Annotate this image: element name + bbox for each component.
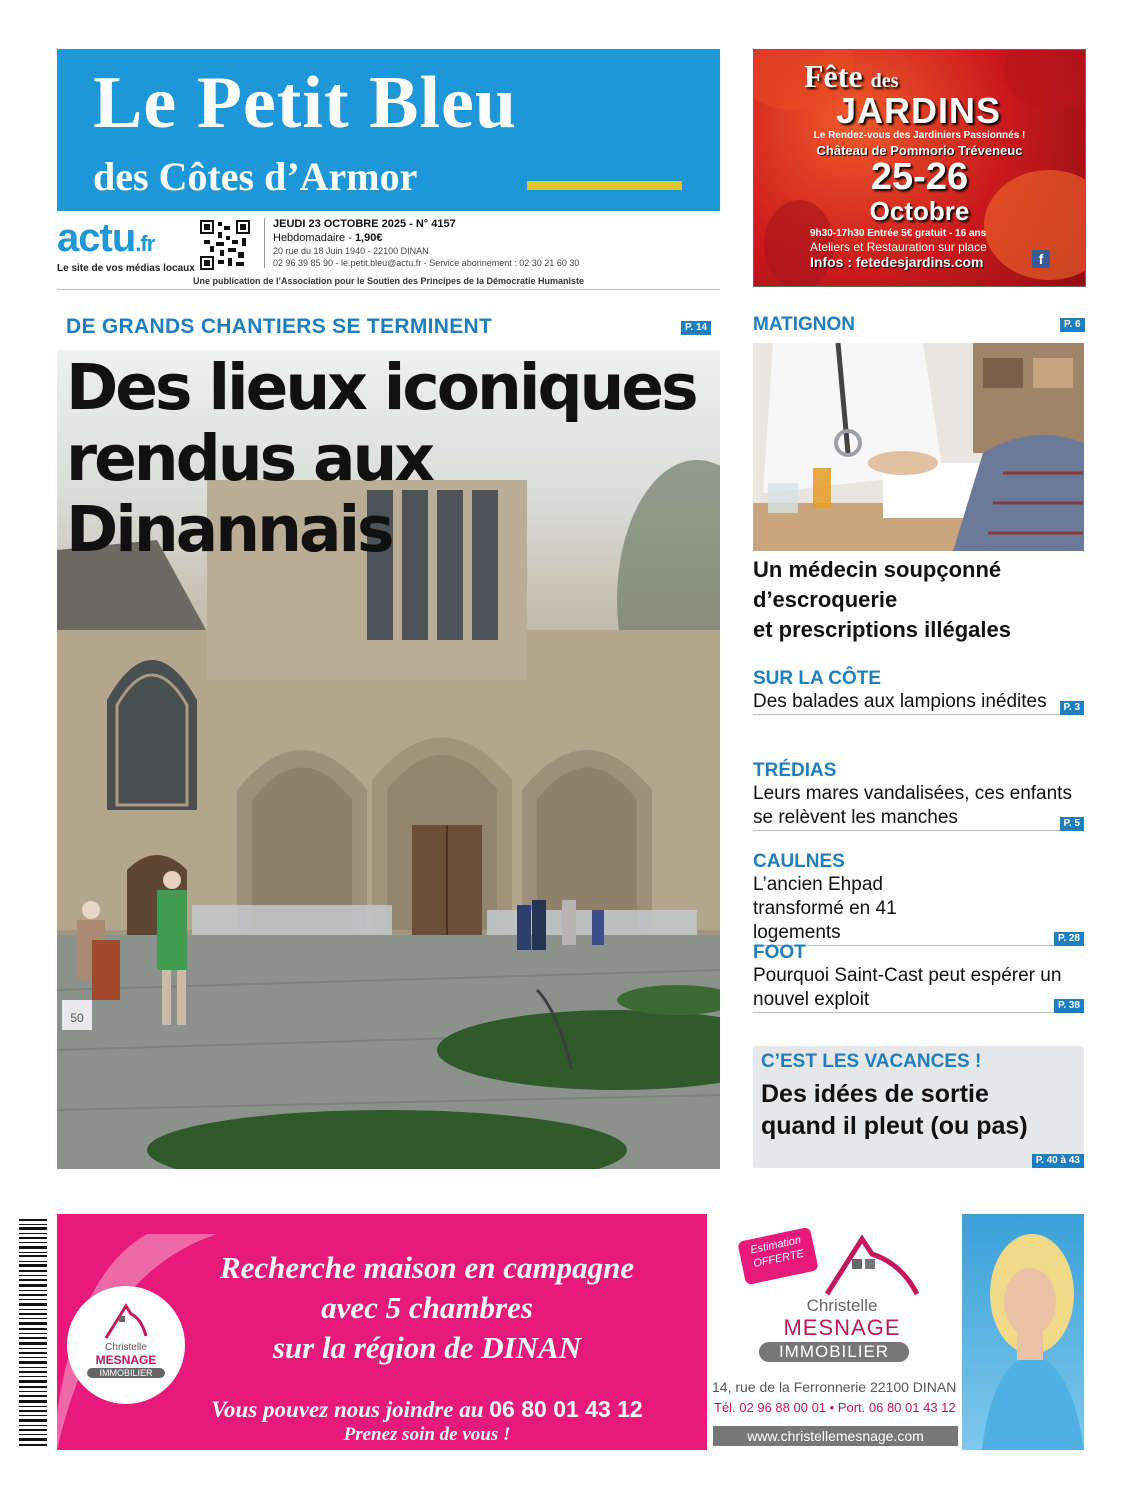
portrait-illustration — [962, 1214, 1084, 1450]
agency-mesnage: MESNAGE — [783, 1315, 901, 1340]
actu-logo-suffix: .fr — [135, 231, 155, 256]
barcode-icon — [17, 1217, 49, 1450]
issue-date: JEUDI 23 OCTOBRE 2025 - N° 4157 — [273, 218, 456, 230]
actu-logo-text: actu — [57, 216, 136, 260]
brief-text: Des balades aux lampions inédites — [753, 691, 1047, 712]
vacances-kicker: C’EST LES VACANCES ! — [761, 1051, 982, 1072]
issue-address: 20 rue du 18 Juin 1940 - 22100 DINAN — [273, 246, 429, 256]
brief-kicker: CAULNES — [753, 851, 845, 872]
brief-item[interactable] — [753, 668, 1084, 715]
lead-headline[interactable] — [66, 352, 716, 565]
ad-care-line: Prenez soin de vous ! — [343, 1424, 511, 1445]
agency-phones[interactable]: Tél. 02 96 88 00 01 • Port. 06 80 01 43 12 — [714, 1400, 956, 1415]
newspaper-title: Le Petit Bleu — [93, 62, 518, 144]
issue-contact: 02 96 39 85 90 - le.petit.bleu@actu.fr - Service abonnement : 02 30 21 60 30 — [273, 258, 580, 268]
frequency-label: Hebdomadaire - — [273, 232, 355, 244]
ad-jardins-location: Château de Pommorio Tréveneuc — [816, 143, 1023, 158]
masthead-accent-bar — [527, 181, 682, 190]
brief-page-badge: P. 28 — [1054, 932, 1084, 946]
agency-name: Christelle — [806, 1296, 878, 1315]
brief-kicker: SUR LA CÔTE — [753, 668, 882, 689]
brief-text: Pourquoi Saint-Cast peut espérer un nouvel exploit — [753, 965, 1062, 1010]
lead-headline-line1: Des lieux iconiques — [66, 351, 696, 424]
ad-phone[interactable]: 06 80 01 43 12 — [489, 1396, 643, 1422]
brief-item[interactable] — [753, 851, 1084, 946]
newspaper-subtitle: des Côtes d’Armor — [93, 154, 418, 199]
actu-logo[interactable] — [57, 216, 154, 261]
house-logo-icon — [817, 1224, 927, 1299]
masthead-banner — [57, 49, 720, 211]
brief-page-badge: P. 38 — [1054, 999, 1084, 1013]
brief-item[interactable] — [753, 942, 1084, 1013]
qr-code-icon[interactable] — [200, 220, 250, 270]
vacances-page-badge: P. 40 à 43 — [1032, 1154, 1084, 1168]
issue-info — [264, 218, 713, 268]
ad-jardins-month: Octobre — [869, 196, 970, 226]
vacances-title-line1: Des idées de sortie — [761, 1080, 989, 1108]
ad-contact-line — [167, 1396, 687, 1423]
matignon-kicker[interactable]: MATIGNON — [753, 314, 856, 335]
ad-jardins-des: des — [870, 70, 899, 92]
matignon-headline[interactable] — [753, 555, 1084, 645]
actu-tagline: Le site de vos médias locaux — [57, 263, 195, 274]
lead-headline-line2: rendus aux Dinannais — [66, 422, 433, 566]
lead-page-badge: P. 14 — [681, 321, 711, 335]
ad-jardins-title: JARDINS — [836, 90, 1002, 131]
ad-headline-line1: Recherche maison en campagne — [219, 1250, 635, 1285]
facebook-icon[interactable]: f — [1032, 250, 1050, 268]
brief-item[interactable] — [753, 760, 1084, 831]
brief-text: L’ancien Ehpad transformé en 41 logements — [753, 874, 897, 943]
agency-immobilier: IMMOBILIER — [759, 1342, 909, 1362]
vacances-title — [761, 1078, 1028, 1142]
issue-frequency — [273, 232, 713, 244]
bag-number: 50 — [70, 1011, 84, 1025]
ad-headline-line3: sur la région de DINAN — [272, 1330, 582, 1365]
brief-kicker: FOOT — [753, 942, 806, 963]
matignon-headline-line2: d’escroquerie — [753, 587, 898, 612]
doctor-illustration — [753, 343, 1084, 551]
brief-page-badge: P. 3 — [1060, 701, 1085, 715]
ad-fete-des-jardins[interactable] — [753, 49, 1086, 287]
vacances-box[interactable] — [753, 1046, 1084, 1168]
lead-kicker[interactable]: DE GRANDS CHANTIERS SE TERMINENT — [66, 315, 493, 338]
matignon-page-badge: P. 6 — [1060, 318, 1085, 332]
agency-logo-immobilier: IMMOBILIER — [87, 1368, 165, 1378]
matignon-headline-line3: et prescriptions illégales — [753, 617, 1011, 642]
ad-jardins-fete-word: Fête — [804, 58, 863, 94]
agency-logo-mesnage: MESNAGE — [95, 1353, 157, 1367]
ad-christelle-mesnage[interactable] — [57, 1214, 1084, 1450]
agent-portrait — [962, 1214, 1084, 1450]
ad-jardins-hours: 9h30-17h30 Entrée 5€ gratuit - 16 ans — [810, 228, 987, 239]
agency-logo-small — [67, 1286, 185, 1404]
matignon-headline-line1: Un médecin soupçonné — [753, 557, 1002, 582]
brief-page-badge: P. 5 — [1060, 817, 1085, 831]
vacances-title-line2: quand il pleut (ou pas) — [761, 1112, 1028, 1140]
ad-jardins-dates: 25-26 — [870, 156, 969, 198]
ad-jardins-tagline: Le Rendez-vous des Jardiniers Passionnés ! — [813, 130, 1026, 141]
brief-kicker: TRÉDIAS — [753, 760, 837, 781]
agency-logo-name: Christelle — [105, 1342, 147, 1353]
ad-contact-text: Vous pouvez nous joindre au — [211, 1397, 490, 1422]
brief-text: Leurs mares vandalisées, ces enfants se relèvent les manches — [753, 783, 1072, 828]
issue-price: 1,90€ — [354, 232, 383, 244]
estimation-badge: Estimation OFFERTE — [737, 1227, 819, 1285]
leaf-decoration — [1004, 49, 1086, 110]
ad-jardins-website[interactable]: Infos : fetedesjardins.com — [810, 254, 984, 270]
agency-address: 14, rue de la Ferronnerie 22100 DINAN — [712, 1379, 957, 1395]
house-logo-icon — [101, 1298, 151, 1342]
publisher-line: Une publication de l’Association pour le Soutien des Principes de la Démocratie Humaniste — [57, 276, 720, 290]
ad-jardins-ateliers: Ateliers et Restauration sur place — [810, 240, 987, 254]
ad-headline-line2: avec 5 chambres — [321, 1290, 533, 1325]
doctor-photo[interactable] — [753, 343, 1084, 551]
agency-website[interactable]: www.christellemesnage.com — [713, 1426, 958, 1446]
